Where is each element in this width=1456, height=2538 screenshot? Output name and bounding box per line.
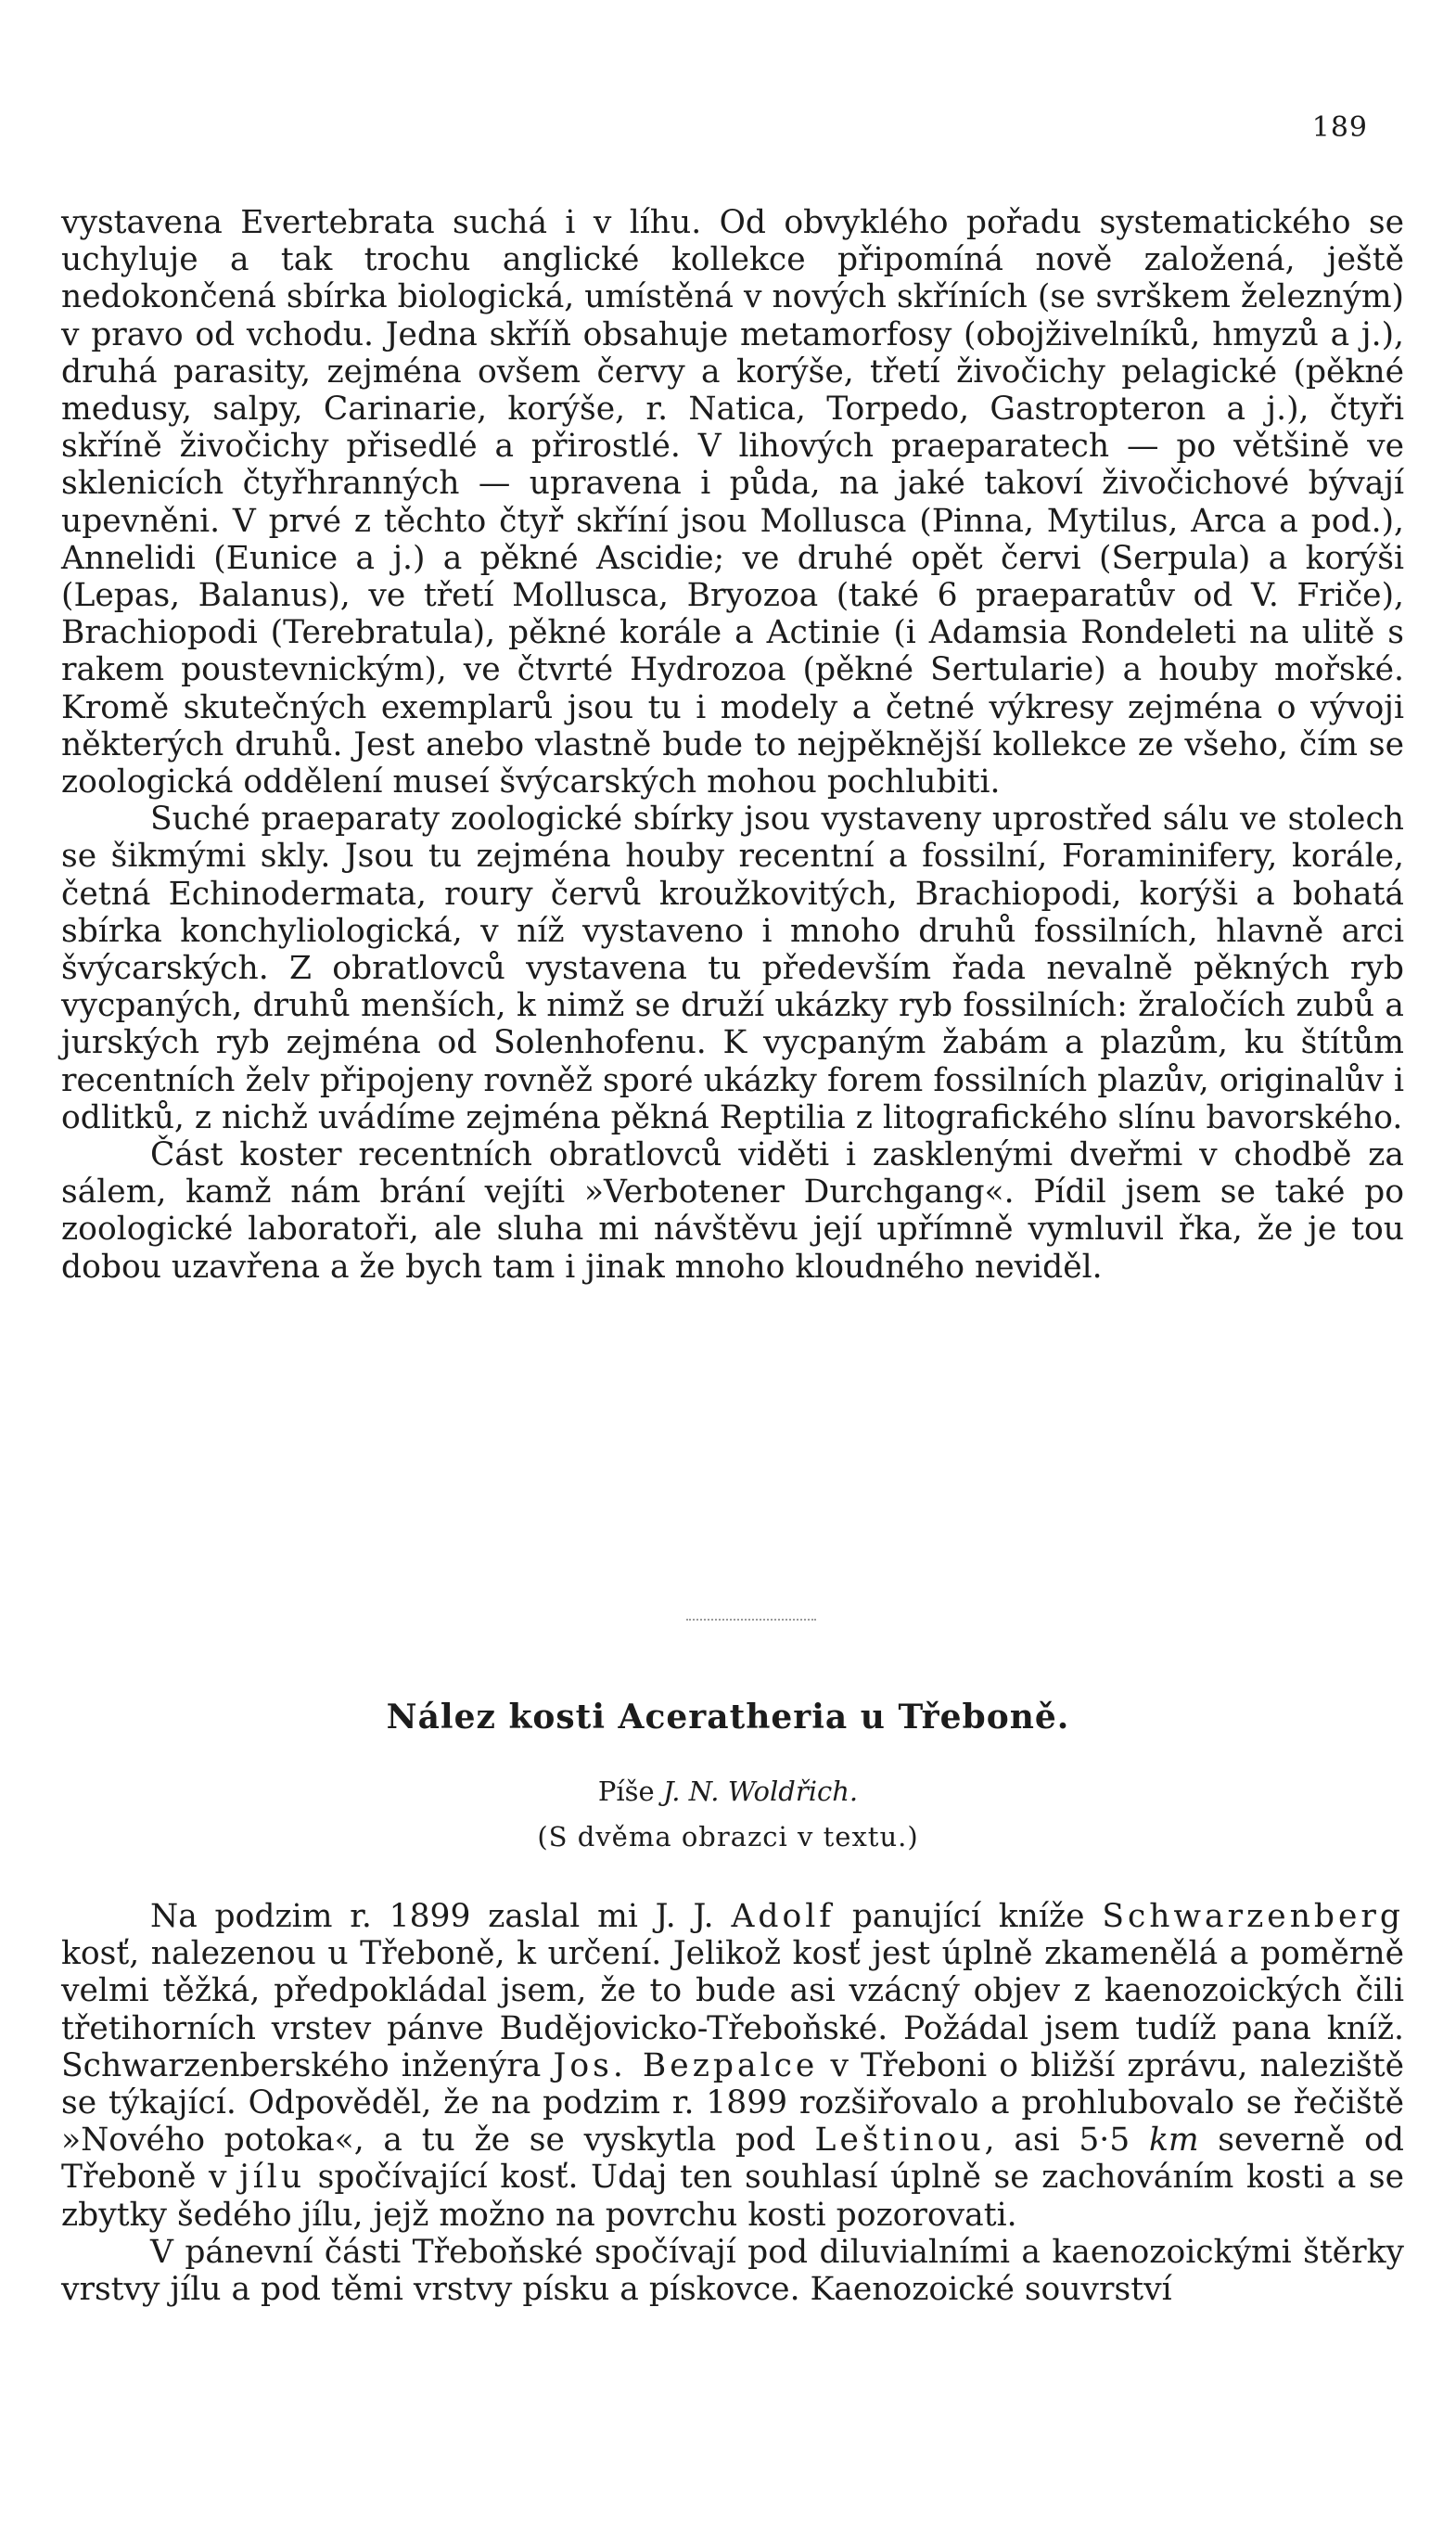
text-run: Na podzim r. 1899 zaslal mi J. J. bbox=[150, 1898, 732, 1935]
spaced-place-lestinou: Leštinou bbox=[814, 2121, 985, 2160]
paragraph-3: Část koster recentních obratlovců viděti i zasklenými dveřmi v chodbě za sálem, kamž nám brání vejíti »Verbotener Durchgang«. Pídil jsem se také po zoologické laboratoři, ale sluha mi návštěvu její upřímně vymluvil řka, že je tou dobou uzavřena a že bych tam i jinak mnoho kloudného neviděl. bbox=[61, 1136, 1404, 1286]
text-run: panující kníže bbox=[835, 1898, 1103, 1935]
article-body bbox=[61, 1898, 1404, 2308]
article-author: J. N. Woldřich. bbox=[662, 1775, 859, 1807]
text-run: spočívající kosť. Udaj ten souhlasí úplně se zachováním kosti a se zbytky šedého jílu, jejž možno na povrchu kosti pozorovati. bbox=[61, 2159, 1404, 2234]
text-run: v Třeboni o bližší zprávu, naleziště se týkající. Odpověděl, že na podzim r. 1899 rozšiřovalo a prohlubovalo se řečiště »Nového potoka«, a tu že se vyskytla pod bbox=[61, 2046, 1404, 2160]
text-run: , asi 5·5 bbox=[984, 2121, 1149, 2160]
section-separator bbox=[686, 1619, 816, 1621]
article-note: (S dvěma obrazci v textu.) bbox=[537, 1821, 919, 1852]
spaced-name-adolf: Adolf bbox=[731, 1898, 836, 1935]
paragraph-2: Suché praeparaty zoologické sbírky jsou vystaveny uprostřed sálu ve stolech se šikmými skly. Jsou tu zejména houby recentní a fossilní, Foraminifery, korále, četná Echinodermata, roury červů kroužkovitých, Brachiopodi, korýši a bohatá sbírka konchyliologická, v níž vystaveno i mnoho druhů fossilních, hlavně arci švýcarských. Z obratlovců vystavena tu především řada nevalně pěkných ryb vycpaných, druhů menších, k nimž se druží ukázky ryb fossilních: žraločích zubů a jurských ryb zejména od Solenhofenu. K vycpaným žabám a plazům, ku štítům recentních želv připojeny rovněž sporé ukázky forem fossilních plazův, originalův i odlitků, z nichž uvádíme zejména pěkná Reptilia z litografického slínu bavorského. bbox=[61, 801, 1404, 1136]
unit-km: km bbox=[1148, 2121, 1199, 2160]
spaced-name-schwarzenberg: Schwarzenberg bbox=[1102, 1898, 1404, 1935]
page-number: 189 bbox=[1311, 111, 1368, 144]
byline-prefix: Píše bbox=[597, 1775, 655, 1807]
article-title: Nález kosti Aceratheria u Třeboně. bbox=[386, 1698, 1070, 1737]
article-paragraph-2: V pánevní části Třeboňské spočívají pod diluvialními a kaenozoickými štěrky vrstvy jílu a pod těmi vrstvy písku a pískovce. Kaenozoické souvrství bbox=[61, 2233, 1404, 2309]
text-run: kosť, nalezenou u Třeboně, k určení. Jelikož kosť jest úplně zkamenělá a poměrně velmi těžká, předpokládal jsem, že to bude asi vzácný objev z kaenozoických čili třetihorních vrstev pánve Budějovicko-Třeboňské. Požádal jsem tudíž pana kníž. Schwarzenberského inženýra bbox=[61, 1935, 1404, 2084]
text-run: severně od Třeboně v bbox=[61, 2121, 1404, 2197]
article-byline bbox=[0, 1775, 1456, 1807]
paragraph-1: vystavena Evertebrata suchá i v líhu. Od obvyklého pořadu systematického se uchyluje a tak trochu anglické kollekce připomíná nově založená, ještě nedokončená sbírka biologická, umístěná v nových skříních (se svrškem železným) v pravo od vchodu. Jedna skříň obsahuje metamorfosy (obojživelníků, hmyzů a j.), druhá parasity, zejména ovšem červy a korýše, třetí živočichy pelagické (pěkné medusy, salpy, Carinarie, korýše, r. Natica, Torpedo, Gastropteron a j.), čtyři skříně živočichy přisedlé a přirostlé. V lihových praeparatech — po většině ve sklenicích čtyřhranných — upravena i půda, na jaké takoví živočichové bývají upevněni. V prvé z těchto čtyř skříní jsou Mollusca (Pinna, Mytilus, Arca a pod.), Annelidi (Eunice a j.) a pěkné Ascidie; ve druhé opět červi (Serpula) a korýši (Lepas, Balanus), ve třetí Mollusca, Bryozoa (také 6 praeparatův od V. Friče), Brachiopodi (Terebratula), pěkné korále a Actinie (i Adamsia Rondeleti na ulitě s rakem poustevnickým), ve čtvrté Hydrozoa (pěkné Sertularie) a houby mořské. Kromě skutečných exemplarů jsou tu i modely a četné výkresy zejména o vývoji některých druhů. Jest anebo vlastně bude to nejpěknější kollekce ze všeho, čím se zoologická oddělení museí švýcarských mohou pochlubiti. bbox=[61, 204, 1404, 801]
spaced-word-jilu: jílu bbox=[239, 2159, 306, 2197]
article-paragraph-1 bbox=[61, 1898, 1404, 2234]
spaced-name-bezpalce: Jos. Bezpalce bbox=[553, 2046, 819, 2084]
top-section-text bbox=[61, 204, 1404, 1286]
